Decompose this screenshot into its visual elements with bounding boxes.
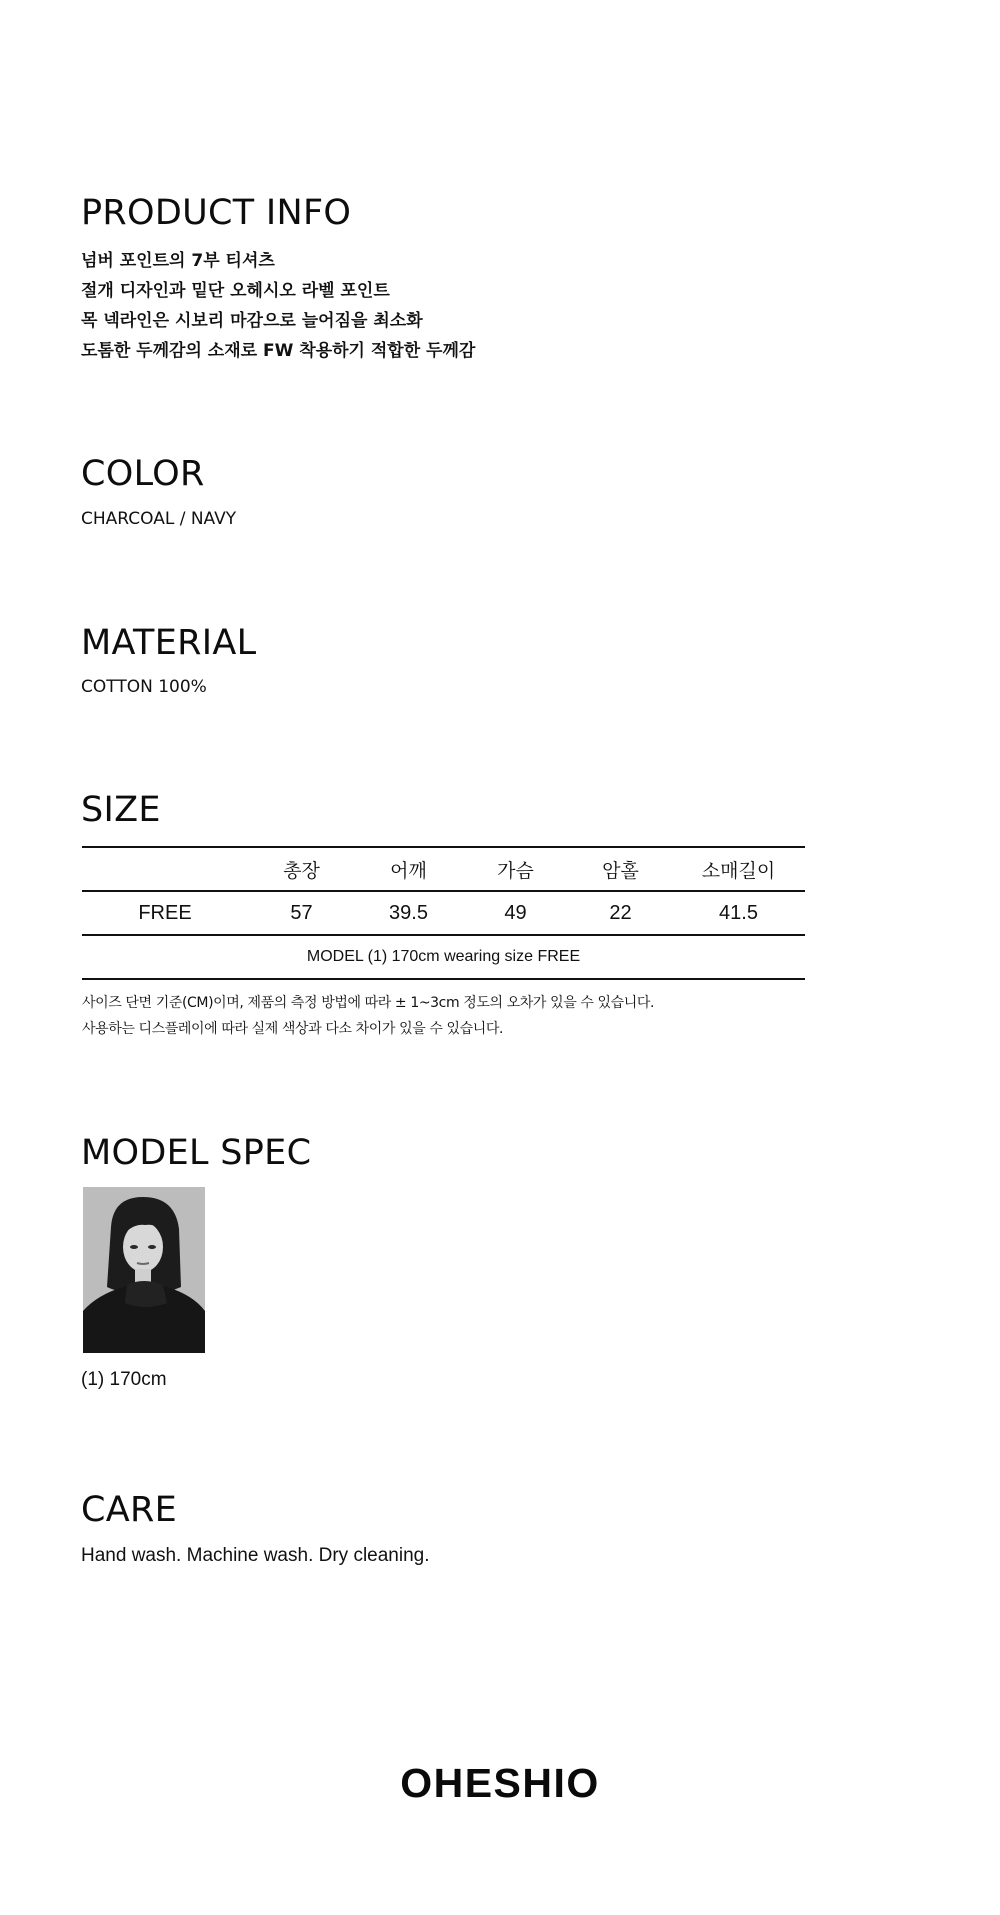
color-value: CHARCOAL / NAVY: [81, 509, 237, 529]
size-note: 사이즈 단면 기준(CM)이며, 제품의 측정 방법에 따라 ± 1~3cm 정도의 오차가 있을 수 있습니다.: [82, 995, 655, 1011]
model-photo-illustration: [83, 1187, 205, 1353]
size-table-header-row: [82, 847, 805, 891]
size-heading: SIZE: [81, 790, 161, 830]
size-label-cell: FREE: [82, 891, 248, 935]
size-column-header: 암홀: [569, 847, 672, 891]
product-info-line: 절개 디자인과 밑단 오헤시오 라벨 포인트: [81, 281, 390, 301]
size-section: [81, 790, 161, 830]
size-value-cell: 39.5: [355, 891, 462, 935]
table-row: [82, 891, 805, 935]
size-column-header: 총장: [248, 847, 355, 891]
size-value-cell: 22: [569, 891, 672, 935]
model-caption: (1) 170cm: [81, 1369, 167, 1390]
material-section: [81, 623, 256, 702]
size-column-header: 소매길이: [672, 847, 805, 891]
material-heading: MATERIAL: [81, 623, 257, 663]
care-section: [81, 1490, 177, 1530]
product-info-line: 목 넥라인은 시보리 마감으로 늘어짐을 최소화: [81, 311, 423, 331]
size-column-header: 어깨: [355, 847, 462, 891]
care-heading: CARE: [81, 1490, 178, 1530]
product-info-line: 넘버 포인트의 7부 티셔츠: [81, 251, 275, 271]
size-value-cell: 41.5: [672, 891, 805, 935]
size-column-header: 가슴: [462, 847, 569, 891]
color-section: [81, 454, 236, 534]
size-notes: [82, 990, 654, 1042]
color-heading: COLOR: [81, 454, 205, 494]
size-note: 사용하는 디스플레이에 따라 실제 색상과 다소 차이가 있을 수 있습니다.: [82, 1021, 504, 1037]
size-value-cell: 49: [462, 891, 569, 935]
model-spec-heading: MODEL SPEC: [81, 1133, 312, 1173]
model-note-row: [82, 935, 805, 979]
product-info-heading: PRODUCT INFO: [81, 193, 352, 233]
brand-logo: OHESHIO: [400, 1760, 600, 1806]
care-text: Hand wash. Machine wash. Dry cleaning.: [81, 1545, 430, 1566]
model-photo: [83, 1187, 205, 1353]
model-spec-section: [81, 1133, 311, 1173]
size-table: [82, 846, 805, 980]
size-column-header: [82, 847, 248, 891]
model-note-cell: MODEL (1) 170cm wearing size FREE: [82, 935, 805, 979]
size-value-cell: 57: [248, 891, 355, 935]
product-info-lines: [81, 246, 475, 366]
material-value: COTTON 100%: [81, 677, 207, 697]
product-info-line: 도톰한 두께감의 소재로 FW 착용하기 적합한 두께감: [81, 341, 476, 361]
product-info-section: [81, 193, 475, 366]
